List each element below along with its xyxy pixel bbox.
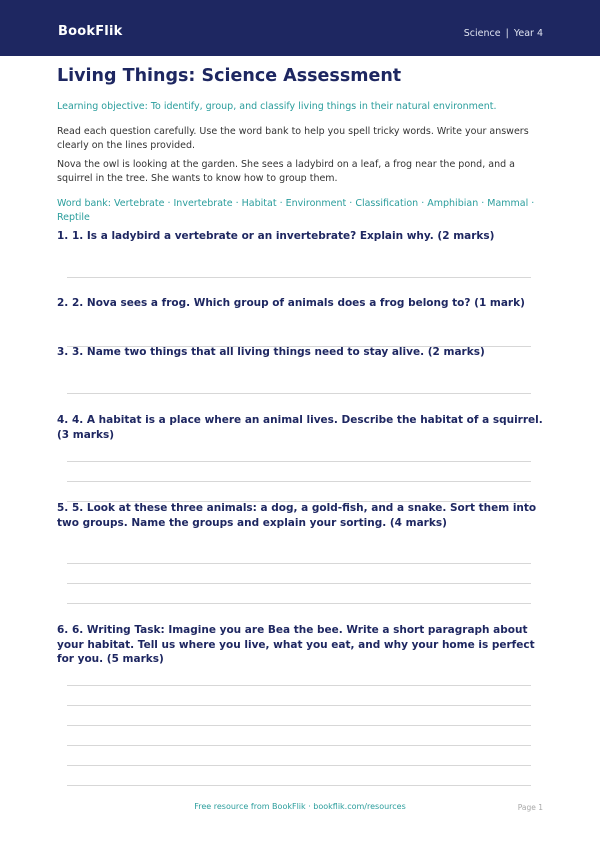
story-text: Nova the owl is looking at the garden. She sees a ladybird on a leaf, a frog near the pond, and a squirrel in the tree. She wants to know how to group them. <box>57 159 515 184</box>
answer-line[interactable] <box>67 583 531 584</box>
subject-label: Science <box>463 28 501 39</box>
answer-line[interactable] <box>67 461 531 462</box>
answer-line[interactable] <box>67 563 531 564</box>
page-title: Living Things: Science Assessment <box>57 66 402 86</box>
answer-line[interactable] <box>67 705 531 706</box>
learning-objective: Learning objective: To identify, group, and classify living things in their natural environment. <box>57 101 497 112</box>
answer-line[interactable] <box>67 745 531 746</box>
answer-line[interactable] <box>67 725 531 726</box>
brand-logo: BookFlik <box>58 24 123 39</box>
question-5: 5. 5. Look at these three animals: a dog, a gold-fish, and a snake. Sort them into two groups. Name the groups and explain your sorting. (4 marks) <box>57 502 537 529</box>
header-meta <box>464 28 543 39</box>
question-3: 3. 3. Name two things that all living things need to stay alive. (2 marks) <box>57 346 485 358</box>
answer-line[interactable] <box>67 393 531 394</box>
answer-line[interactable] <box>67 277 531 278</box>
header-bar <box>0 0 600 56</box>
year-label: Year 4 <box>513 28 543 39</box>
instructions: Read each question carefully. Use the word bank to help you spell tricky words. Write your answers clearly on the lines provided. <box>57 126 529 151</box>
meta-separator: | <box>505 28 509 39</box>
answer-line[interactable] <box>67 785 531 786</box>
answer-line[interactable] <box>67 481 531 482</box>
answer-line[interactable] <box>67 685 531 686</box>
page-number: Page 1 <box>517 803 543 812</box>
word-bank: Word bank: Vertebrate · Invertebrate · Habitat · Environment · Classification · Amphibian · Mammal · Reptile <box>57 198 535 223</box>
footer-credit[interactable]: Free resource from BookFlik · bookflik.com/resources <box>194 802 406 811</box>
answer-line[interactable] <box>67 765 531 766</box>
question-1: 1. 1. Is a ladybird a vertebrate or an invertebrate? Explain why. (2 marks) <box>57 230 495 242</box>
answer-line[interactable] <box>67 603 531 604</box>
question-4: 4. 4. A habitat is a place where an animal lives. Describe the habitat of a squirrel. (3 marks) <box>57 414 543 441</box>
question-6: 6. 6. Writing Task: Imagine you are Bea the bee. Write a short paragraph about your habitat. Tell us where you live, what you eat, and why your home is perfect for you. (5 marks) <box>57 624 535 665</box>
question-2: 2. 2. Nova sees a frog. Which group of animals does a frog belong to? (1 mark) <box>57 297 525 309</box>
